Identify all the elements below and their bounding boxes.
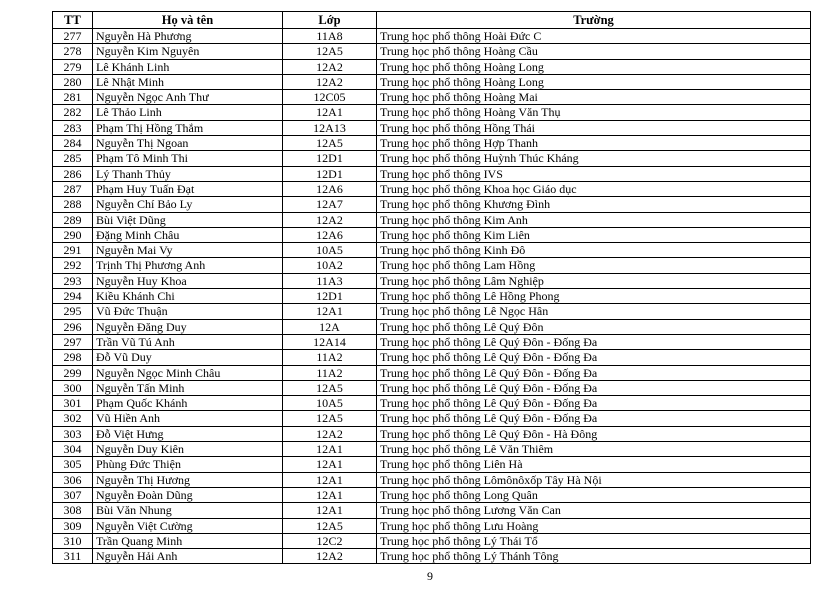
cell-name: Nguyễn Mai Vy [93, 243, 283, 258]
cell-name: Đỗ Vũ Duy [93, 350, 283, 365]
cell-school: Trung học phổ thông Long Quân [377, 487, 811, 502]
cell-tt: 282 [53, 105, 93, 120]
table-row [53, 105, 811, 120]
table-row [53, 319, 811, 334]
cell-class: 12D1 [283, 289, 377, 304]
cell-school: Trung học phổ thông Hoài Đức C [377, 29, 811, 44]
cell-class: 12A1 [283, 472, 377, 487]
cell-name: Vũ Hiền Anh [93, 411, 283, 426]
cell-name: Nguyễn Huy Khoa [93, 273, 283, 288]
cell-name: Nguyễn Hải Anh [93, 549, 283, 564]
cell-tt: 296 [53, 319, 93, 334]
cell-name: Lê Thảo Linh [93, 105, 283, 120]
cell-school: Trung học phổ thông Khương Đình [377, 197, 811, 212]
cell-school: Trung học phổ thông Lê Quý Đôn - Đống Đa [377, 334, 811, 349]
cell-tt: 279 [53, 59, 93, 74]
cell-school: Trung học phổ thông Lômônôxốp Tây Hà Nội [377, 472, 811, 487]
cell-school: Trung học phổ thông Lam Hồng [377, 258, 811, 273]
cell-school: Trung học phổ thông Hồng Thái [377, 120, 811, 135]
cell-tt: 310 [53, 533, 93, 548]
cell-name: Nguyễn Đoàn Dũng [93, 487, 283, 502]
cell-tt: 283 [53, 120, 93, 135]
cell-school: Trung học phổ thông Lê Văn Thiêm [377, 442, 811, 457]
cell-class: 12A2 [283, 549, 377, 564]
cell-class: 12A5 [283, 136, 377, 151]
cell-school: Trung học phổ thông Kim Anh [377, 212, 811, 227]
table-row [53, 289, 811, 304]
table-row [53, 533, 811, 548]
cell-name: Kiều Khánh Chi [93, 289, 283, 304]
cell-class: 12A1 [283, 304, 377, 319]
cell-name: Trần Vũ Tú Anh [93, 334, 283, 349]
cell-school: Trung học phổ thông IVS [377, 166, 811, 181]
table-row [53, 120, 811, 135]
cell-class: 12A6 [283, 181, 377, 196]
table-row [53, 442, 811, 457]
cell-tt: 308 [53, 503, 93, 518]
cell-tt: 281 [53, 90, 93, 105]
cell-class: 12A1 [283, 503, 377, 518]
cell-name: Trần Quang Minh [93, 533, 283, 548]
cell-class: 10A5 [283, 243, 377, 258]
cell-class: 11A3 [283, 273, 377, 288]
cell-school: Trung học phổ thông Lê Quý Đôn [377, 319, 811, 334]
cell-school: Trung học phổ thông Lưu Hoàng [377, 518, 811, 533]
cell-school: Trung học phổ thông Lê Hồng Phong [377, 289, 811, 304]
table-row [53, 503, 811, 518]
cell-school: Trung học phổ thông Hoàng Văn Thụ [377, 105, 811, 120]
cell-tt: 298 [53, 350, 93, 365]
table-body [53, 29, 811, 564]
cell-class: 12D1 [283, 151, 377, 166]
cell-name: Nguyễn Hà Phương [93, 29, 283, 44]
cell-school: Trung học phổ thông Lê Quý Đôn - Đống Đa [377, 396, 811, 411]
cell-name: Lý Thanh Thủy [93, 166, 283, 181]
table-row [53, 472, 811, 487]
student-list-table [52, 11, 811, 564]
cell-tt: 303 [53, 426, 93, 441]
table-row [53, 243, 811, 258]
cell-class: 12A14 [283, 334, 377, 349]
cell-name: Nguyễn Ngọc Minh Châu [93, 365, 283, 380]
table-row [53, 166, 811, 181]
header-class: Lớp [283, 12, 377, 29]
cell-school: Trung học phổ thông Huỳnh Thúc Kháng [377, 151, 811, 166]
cell-tt: 295 [53, 304, 93, 319]
cell-tt: 301 [53, 396, 93, 411]
cell-school: Trung học phổ thông Lâm Nghiệp [377, 273, 811, 288]
cell-school: Trung học phổ thông Lý Thái Tổ [377, 533, 811, 548]
cell-school: Trung học phổ thông Hoàng Long [377, 74, 811, 89]
cell-name: Trịnh Thị Phương Anh [93, 258, 283, 273]
cell-tt: 285 [53, 151, 93, 166]
cell-tt: 288 [53, 197, 93, 212]
table-row [53, 212, 811, 227]
table-row [53, 334, 811, 349]
cell-school: Trung học phổ thông Hoàng Mai [377, 90, 811, 105]
header-school: Trường [377, 12, 811, 29]
cell-school: Trung học phổ thông Lê Ngọc Hân [377, 304, 811, 319]
cell-tt: 299 [53, 365, 93, 380]
table-row [53, 29, 811, 44]
cell-class: 12A2 [283, 426, 377, 441]
cell-name: Nguyễn Chí Bảo Ly [93, 197, 283, 212]
cell-tt: 311 [53, 549, 93, 564]
cell-class: 12A1 [283, 457, 377, 472]
table-row [53, 90, 811, 105]
cell-name: Phạm Quốc Khánh [93, 396, 283, 411]
table-row [53, 44, 811, 59]
cell-tt: 286 [53, 166, 93, 181]
cell-class: 12A7 [283, 197, 377, 212]
cell-name: Nguyễn Kim Nguyên [93, 44, 283, 59]
cell-tt: 291 [53, 243, 93, 258]
table-row [53, 380, 811, 395]
cell-tt: 278 [53, 44, 93, 59]
cell-tt: 307 [53, 487, 93, 502]
cell-tt: 293 [53, 273, 93, 288]
table-row [53, 136, 811, 151]
table-row [53, 258, 811, 273]
table-row [53, 411, 811, 426]
cell-name: Phùng Đức Thiện [93, 457, 283, 472]
cell-class: 12A2 [283, 59, 377, 74]
cell-class: 12C05 [283, 90, 377, 105]
cell-tt: 290 [53, 227, 93, 242]
table-row [53, 181, 811, 196]
cell-name: Nguyễn Ngọc Anh Thư [93, 90, 283, 105]
cell-name: Bùi Việt Dũng [93, 212, 283, 227]
table-row [53, 74, 811, 89]
cell-tt: 289 [53, 212, 93, 227]
cell-class: 12A2 [283, 212, 377, 227]
header-tt: TT [53, 12, 93, 29]
table-row [53, 457, 811, 472]
cell-school: Trung học phổ thông Hợp Thanh [377, 136, 811, 151]
cell-name: Nguyễn Thị Hương [93, 472, 283, 487]
cell-tt: 292 [53, 258, 93, 273]
cell-tt: 300 [53, 380, 93, 395]
cell-name: Phạm Thị Hồng Thắm [93, 120, 283, 135]
cell-name: Lê Khánh Linh [93, 59, 283, 74]
cell-class: 12A [283, 319, 377, 334]
cell-class: 12A5 [283, 411, 377, 426]
table-row [53, 151, 811, 166]
cell-school: Trung học phổ thông Lê Quý Đôn - Đống Đa [377, 350, 811, 365]
cell-school: Trung học phổ thông Khoa học Giáo dục [377, 181, 811, 196]
cell-class: 12A2 [283, 74, 377, 89]
cell-class: 12A13 [283, 120, 377, 135]
cell-class: 12C2 [283, 533, 377, 548]
cell-tt: 277 [53, 29, 93, 44]
cell-class: 12D1 [283, 166, 377, 181]
table-row [53, 273, 811, 288]
cell-name: Nguyễn Tấn Minh [93, 380, 283, 395]
cell-school: Trung học phổ thông Lê Quý Đôn - Hà Đông [377, 426, 811, 441]
cell-tt: 302 [53, 411, 93, 426]
cell-school: Trung học phổ thông Lê Quý Đôn - Đống Đa [377, 365, 811, 380]
cell-class: 11A8 [283, 29, 377, 44]
cell-school: Trung học phổ thông Lý Thánh Tông [377, 549, 811, 564]
page-number: 9 [427, 569, 433, 583]
table-header-row [53, 12, 811, 29]
cell-name: Nguyễn Việt Cường [93, 518, 283, 533]
table-row [53, 365, 811, 380]
cell-class: 12A5 [283, 380, 377, 395]
cell-name: Vũ Đức Thuận [93, 304, 283, 319]
cell-class: 12A1 [283, 105, 377, 120]
table-row [53, 59, 811, 74]
table-row [53, 426, 811, 441]
cell-tt: 306 [53, 472, 93, 487]
cell-school: Trung học phổ thông Lê Quý Đôn - Đống Đa [377, 380, 811, 395]
cell-tt: 297 [53, 334, 93, 349]
table-row [53, 396, 811, 411]
cell-name: Nguyễn Đăng Duy [93, 319, 283, 334]
cell-school: Trung học phổ thông Hoàng Cầu [377, 44, 811, 59]
cell-school: Trung học phổ thông Liên Hà [377, 457, 811, 472]
cell-class: 12A5 [283, 518, 377, 533]
cell-school: Trung học phổ thông Hoàng Long [377, 59, 811, 74]
cell-name: Đặng Minh Châu [93, 227, 283, 242]
cell-tt: 304 [53, 442, 93, 457]
cell-school: Trung học phổ thông Lê Quý Đôn - Đống Đa [377, 411, 811, 426]
cell-class: 12A5 [283, 44, 377, 59]
cell-name: Nguyễn Thị Ngoan [93, 136, 283, 151]
cell-class: 10A2 [283, 258, 377, 273]
cell-school: Trung học phổ thông Kinh Đô [377, 243, 811, 258]
cell-tt: 280 [53, 74, 93, 89]
cell-class: 11A2 [283, 365, 377, 380]
cell-school: Trung học phổ thông Kim Liên [377, 227, 811, 242]
cell-class: 10A5 [283, 396, 377, 411]
table-row [53, 518, 811, 533]
cell-tt: 287 [53, 181, 93, 196]
cell-class: 12A1 [283, 442, 377, 457]
table-row [53, 549, 811, 564]
cell-name: Phạm Tô Minh Thi [93, 151, 283, 166]
cell-tt: 305 [53, 457, 93, 472]
cell-name: Phạm Huy Tuấn Đạt [93, 181, 283, 196]
cell-class: 11A2 [283, 350, 377, 365]
cell-tt: 284 [53, 136, 93, 151]
cell-class: 12A6 [283, 227, 377, 242]
cell-name: Đỗ Việt Hưng [93, 426, 283, 441]
cell-school: Trung học phổ thông Lương Văn Can [377, 503, 811, 518]
cell-name: Nguyễn Duy Kiên [93, 442, 283, 457]
cell-name: Bùi Văn Nhung [93, 503, 283, 518]
table-row [53, 197, 811, 212]
cell-tt: 309 [53, 518, 93, 533]
cell-name: Lê Nhật Minh [93, 74, 283, 89]
cell-tt: 294 [53, 289, 93, 304]
cell-class: 12A1 [283, 487, 377, 502]
table-row [53, 227, 811, 242]
header-name: Họ và tên [93, 12, 283, 29]
table-row [53, 350, 811, 365]
table-row [53, 487, 811, 502]
table-row [53, 304, 811, 319]
